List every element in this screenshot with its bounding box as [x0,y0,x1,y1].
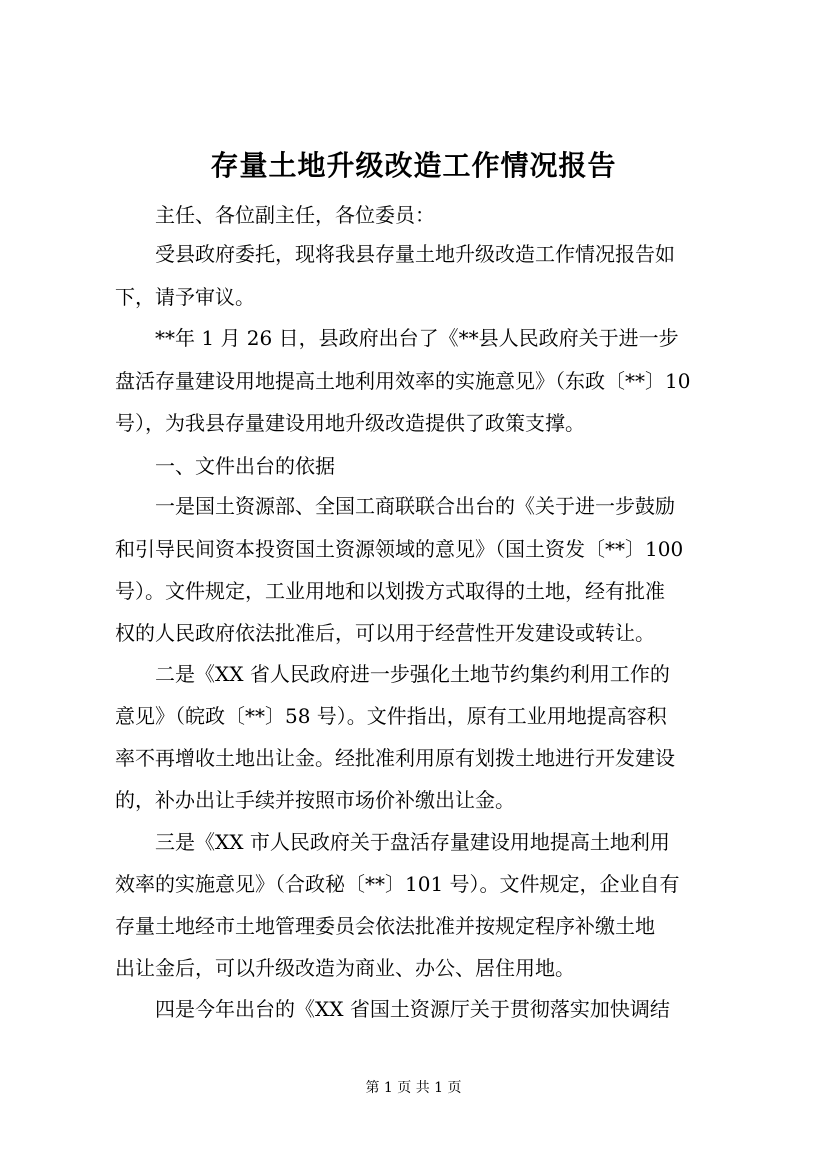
salutation: 主任、各位副主任，各位委员： [155,203,435,227]
paragraph-line: 出让金后，可以升级改造为商业、办公、居住用地。 [115,956,575,980]
paragraph-line: 受县政府委托，现将我县存量土地升级改造工作情况报告如 [155,242,675,266]
paragraph-line: **年 1 月 26 日，县政府出台了《**县人民政府关于进一步 [155,326,679,350]
section-heading: 一、文件出台的依据 [155,454,335,478]
document-title: 存量土地升级改造工作情况报告 [210,149,617,182]
paragraph-line: 的，补办出让手续并按照市场价补缴出让金。 [115,788,515,812]
paragraph-line: 号），为我县存量建设用地升级改造提供了政策支撑。 [115,411,585,435]
paragraph-line: 三是《XX 市人民政府关于盘活存量建设用地提高土地利用 [155,830,670,854]
paragraph-line: 权的人民政府依法批准后，可以用于经营性开发建设或转让。 [115,621,655,645]
paragraph-line: 四是今年出台的《XX 省国土资源厅关于贯彻落实加快调结 [155,997,670,1021]
paragraph-line: 一是国土资源部、全国工商联联合出台的《关于进一步鼓励 [155,494,675,518]
paragraph-line: 和引导民间资本投资国土资源领域的意见》（国土资发〔**〕100 [115,537,684,561]
paragraph-line: 存量土地经市土地管理委员会依法批准并按规定程序补缴土地 [115,914,655,938]
paragraph-line: 号）。文件规定，工业用地和以划拨方式取得的土地，经有批准 [115,579,665,603]
paragraph-line: 率不再增收土地出让金。经批准利用原有划拨土地进行开发建设 [115,746,675,770]
paragraph-line: 意见》（皖政〔**〕58 号）。文件指出，原有工业用地提高容积 [115,704,667,728]
paragraph-line: 二是《XX 省人民政府进一步强化土地节约集约利用工作的 [155,662,670,686]
paragraph-line: 盘活存量建设用地提高土地利用效率的实施意见》（东政〔**〕10 [115,369,691,393]
paragraph-line: 效率的实施意见》（合政秘〔**〕101 号）。文件规定，企业自有 [115,872,680,896]
page-number-footer: 第 1 页 共 1 页 [365,1080,462,1096]
paragraph-line: 下，请予审议。 [115,285,255,309]
